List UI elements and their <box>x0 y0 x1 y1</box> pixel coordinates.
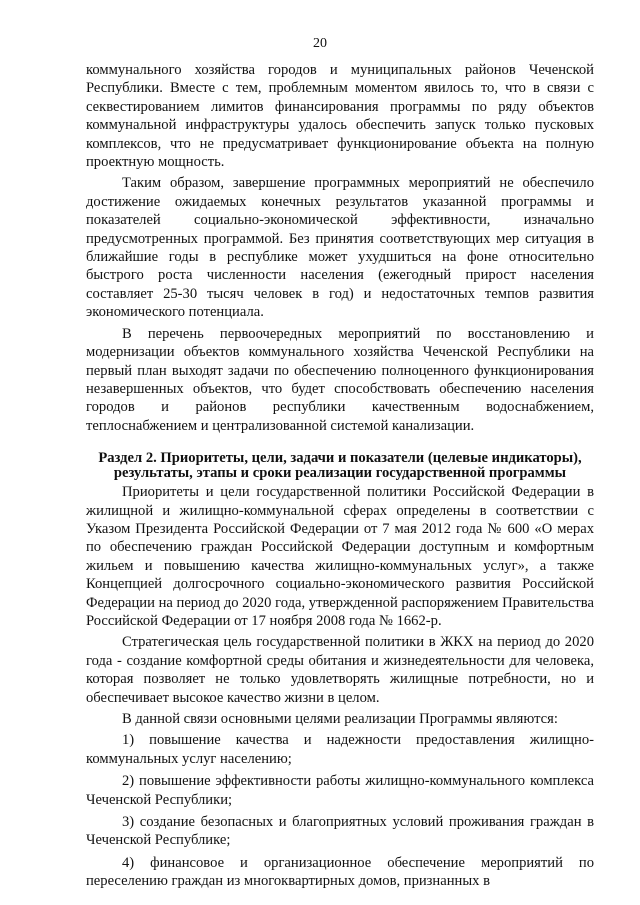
section-paragraph: Приоритеты и цели государственной политики Российской Федерации в жилищной и жилищно-коммунальной сферах определены в соответствии с Указом Президента Российской Федерации от 7 мая 2012 года № 600 «О мерах по обеспечению граждан Российской Федерации доступным и комфортным жильем и повышению качества жилищно-коммунальных услуг», а также Концепцией долгосрочного социально-экономического развития Российской Федерации на период до 2020 года, утвержденной распоряжением Правительства Российской Федерации от 17 ноября 2008 года № 1662-р. <box>86 484 594 629</box>
goals-list <box>86 731 594 890</box>
intro-paragraph: В перечень первоочередных мероприятий по восстановлению и модернизации объектов коммунального хозяйства Чеченской Республики на первый план выходят задачи по обеспечению полноценного функционирования незавершенных объектов, что будет способствовать обеспечению населения городов и районов республики качественным водоснабжением, теплоснабжением и централизованной системой канализации. <box>86 325 594 434</box>
intro-paragraph: коммунального хозяйства городов и муниципальных районов Чеченской Республики. Вместе с тем, проблемным моментом явилось то, что в связи с секвестированием лимитов финансирования программы по ряду объектов коммунальной инфраструктуры удалось обеспечить запуск только пусковых комплексов, что не предусматривает функционирование объекта на полную проектную мощность. <box>86 62 594 171</box>
section-paragraph: В данной связи основными целями реализации Программы являются: <box>122 711 558 727</box>
goal-item: 1) повышение качества и надежности предоставления жилищно-коммунальных услуг населению; <box>86 732 594 767</box>
section-paragraph: Стратегическая цель государственной политики в ЖКХ на период до 2020 года - создание комфортной среды обитания и жизнедеятельности для человека, которая позволяет не только удовлетворять жилищные потребности, но и обеспечивает высокое качество жизни в целом. <box>86 634 594 706</box>
goal-item: 4) финансовое и организационное обеспечение мероприятий по переселению граждан из многоквартирных домов, признанных в <box>86 854 594 890</box>
intro-paragraph: Таким образом, завершение программных мероприятий не обеспечило достижение ожидаемых конечных результатов указанной программы и показателей социально-экономической эффективности, изначально предусмотренных программой. Без принятия соответствующих мер ситуация в ближайшие годы в республике может ухудшиться на фоне относительно быстрого роста численности населения (ежегодный прирост населения составляет 25-30 тысяч человек в год) и недостаточных темпов развития экономического потенциала. <box>86 175 594 321</box>
section-heading: Раздел 2. Приоритеты, цели, задачи и показатели (целевые индикаторы), результаты, этапы и сроки реализации государственной программы <box>98 450 582 482</box>
page-number: 20 <box>313 36 327 51</box>
goal-item: 2) повышение эффективности работы жилищно-коммунального комплекса Чеченской Республики; <box>86 773 594 808</box>
goal-item: 3) создание безопасных и благоприятных условий проживания граждан в Чеченской Республике; <box>86 814 594 849</box>
page-content <box>86 61 594 895</box>
